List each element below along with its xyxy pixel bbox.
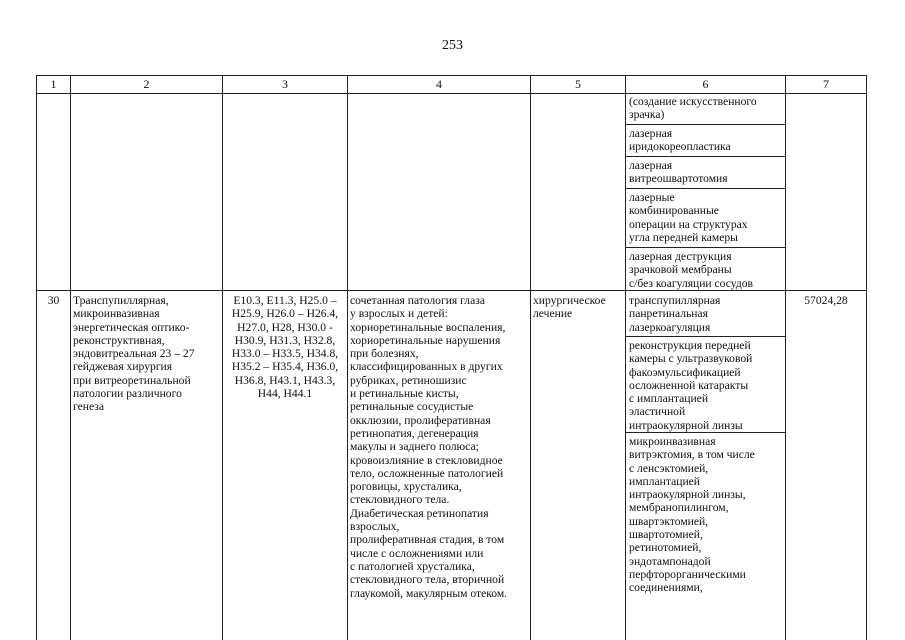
row-separator [36, 290, 867, 291]
column-divider [70, 93, 71, 640]
row-30-cost: 57024,28 [804, 294, 848, 307]
column-divider [625, 93, 626, 640]
method-separator [625, 247, 786, 248]
continued-method-3: лазерная витреошвартотомия [629, 159, 728, 186]
continued-method-4: лазерные комбинированные операции на структурах угла передней камеры [629, 191, 748, 244]
header-col-3: 3 [222, 75, 348, 94]
row-30-codes: Е10.3, Е11.3, Н25.0 – Н25.9, Н26.0 – Н26.4, Н27.0, Н28, Н30.0 - Н30.9, Н31.3, Н32.8, Н33.0 – Н33.5, Н34.8, Н35.2 – Н35.4, Н36.0, Н36.8, Н43.1, Н43.3, Н44, Н44.1 [231, 294, 339, 401]
table-border-left [36, 93, 37, 640]
row-30-treatment: хирургическое лечение [533, 294, 606, 321]
method-separator [625, 156, 786, 157]
row-30-number: 30 [47, 294, 60, 307]
row-30-method-1: транспупиллярная панретинальная лазеркоагуляция [629, 294, 721, 334]
header-col-7: 7 [785, 75, 867, 94]
continued-method-1: (создание искусственного зрачка) [629, 95, 757, 122]
row-30-method-3: микроинвазивная витрэктомия, в том числе с ленсэктомией, имплантацией интраокулярной линзы, мембранопилингом, швартэктомией, швартотомией, ретинотомией, эндотампонадой перфторорганическими соединениями, [629, 435, 755, 595]
column-divider [347, 93, 348, 640]
header-col-6: 6 [625, 75, 786, 94]
header-col-2: 2 [70, 75, 223, 94]
row-30-name: Транспупиллярная, микроинвазивная энергетическая оптико- реконструктивная, эндовитреальная 23 – 27 гейджевая хирургия при витреоретинальной патологии различного генеза [73, 294, 195, 414]
table-border-right [866, 93, 867, 640]
continued-method-5: лазерная деструкция зрачковой мембраны с/без коагуляции сосудов [629, 250, 753, 290]
method-separator [625, 432, 786, 433]
continued-method-2: лазерная иридокореопластика [629, 127, 731, 154]
method-separator [625, 188, 786, 189]
header-col-1: 1 [36, 75, 71, 94]
column-divider [530, 93, 531, 640]
column-divider [785, 93, 786, 640]
method-separator [625, 124, 786, 125]
row-30-method-2: реконструкция передней камеры с ультразвуковой факоэмульсификацией осложненной катаракты с имплантацией эластичной интраокулярной линзы [629, 339, 753, 432]
page-number: 253 [442, 38, 463, 53]
row-30-diagnosis: сочетанная патология глаза у взрослых и детей: хориоретинальные воспаления, хориоретинальные нарушения при болезнях, классифицированных в других рубриках, ретиношизис и ретинальные кисты, ретинальные сосудистые окклюзии, пролиферативная ретинопатия, дегенерация макулы и заднего полюса; кровоизлияние в стекловидное тело, осложненные патологией роговицы, хрусталика, стекловидного тела. Диабетическая ретинопатия взрослых, пролиферативная стадия, в том числе с осложнениями или с патологией хрусталика, стекловидного тела, вторичной глаукомой, макулярным отеком. [350, 294, 508, 600]
method-separator [625, 336, 786, 337]
header-col-4: 4 [347, 75, 531, 94]
header-col-5: 5 [530, 75, 626, 94]
